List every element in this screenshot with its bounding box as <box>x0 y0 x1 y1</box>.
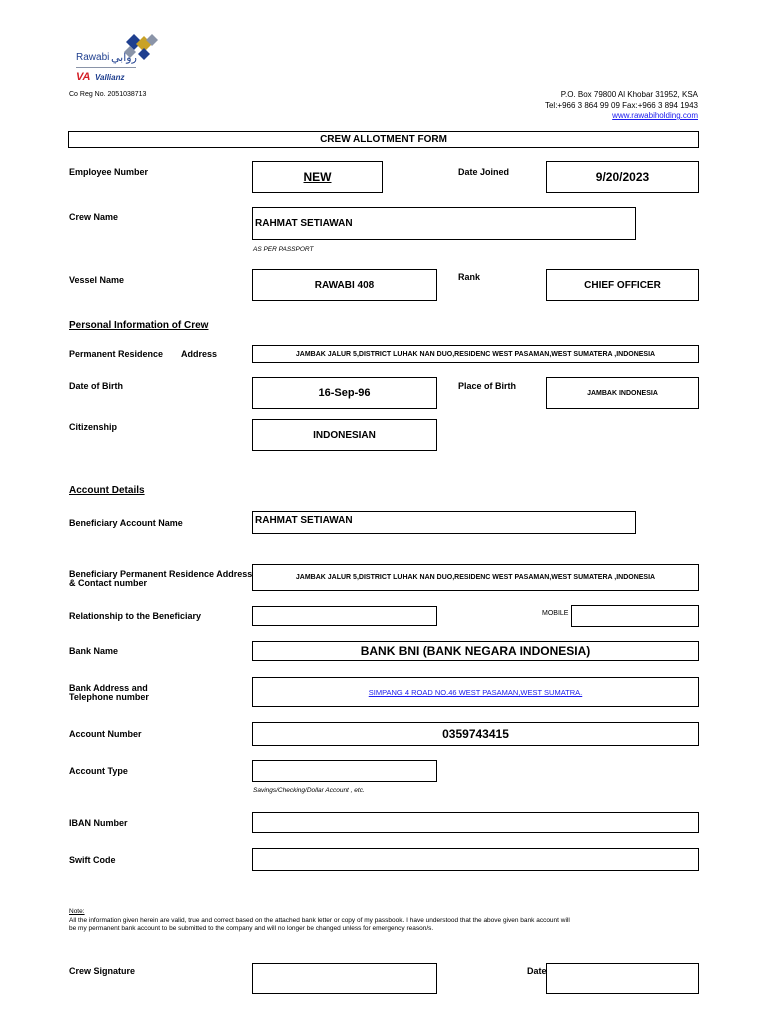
iban-label: IBAN Number <box>69 818 128 828</box>
beneficiary-name-field[interactable]: RAHMAT SETIAWAN <box>252 511 636 534</box>
note-line-1: All the information given herein are valid, true and correct based on the attached bank letter or copy of my passbook. I have understood that the above given bank account will <box>69 917 570 924</box>
vessel-name-field[interactable]: RAWABI 408 <box>252 269 437 301</box>
company-reg: Co Reg No. 2051038713 <box>69 91 147 98</box>
permanent-residence-field[interactable]: JAMBAK JALUR 5,DISTRICT LUHAK NAN DUO,RESIDENC WEST PASAMAN,WEST SUMATERA ,INDONESIA <box>252 345 699 363</box>
logo-divider <box>76 67 136 68</box>
place-of-birth-label: Place of Birth <box>458 381 517 391</box>
account-type-field[interactable] <box>252 760 437 782</box>
bank-name-label: Bank Name <box>69 646 119 656</box>
beneficiary-name-label: Beneficiary Account Name <box>69 518 183 528</box>
mobile-field[interactable] <box>571 605 699 627</box>
brand-name: Rawabi <box>76 52 110 63</box>
citizenship-field[interactable]: INDONESIAN <box>252 419 437 451</box>
employee-number-label: Employee Number <box>69 167 149 177</box>
permanent-residence-label-2: Address <box>181 349 218 359</box>
date-of-birth-label: Date of Birth <box>69 381 123 391</box>
crew-signature-field[interactable] <box>252 963 437 994</box>
vessel-name-label: Vessel Name <box>69 275 125 285</box>
company-logo <box>76 30 166 92</box>
bank-address-field[interactable] <box>252 677 699 707</box>
mobile-label: MOBILE <box>542 610 569 617</box>
date-joined-label: Date Joined <box>458 167 510 177</box>
bank-address-label: Bank Address and <box>69 683 148 693</box>
company-phone-fax: Tel:+966 3 864 99 09 Fax:+966 3 894 1943 <box>544 101 698 110</box>
relationship-field[interactable] <box>252 606 437 626</box>
permanent-residence-label: Permanent Residence <box>69 349 164 359</box>
account-details-heading: Account Details <box>69 485 145 496</box>
beneficiary-address-field[interactable]: JAMBAK JALUR 5,DISTRICT LUHAK NAN DUO,RESIDENC WEST PASAMAN,WEST SUMATERA ,INDONESIA <box>252 564 699 591</box>
brand-arabic: روابي <box>111 52 137 64</box>
beneficiary-address-label: Beneficiary Permanent Residence Address <box>69 569 253 579</box>
date-field[interactable] <box>546 963 699 994</box>
crew-name-hint: AS PER PASSPORT <box>253 246 314 253</box>
company-address: P.O. Box 79800 Al Khobar 31952, KSA <box>560 90 698 99</box>
swift-field[interactable] <box>252 848 699 871</box>
employee-number-field[interactable]: NEW <box>252 161 383 193</box>
iban-field[interactable] <box>252 812 699 833</box>
date-joined-field[interactable]: 9/20/2023 <box>546 161 699 193</box>
relationship-label: Relationship to the Beneficiary <box>69 611 202 621</box>
bank-address-link[interactable]: SIMPANG 4 ROAD NO.46 WEST PASAMAN,WEST SUMATRA. <box>368 687 583 697</box>
date-label: Date <box>527 966 547 976</box>
crew-name-label: Crew Name <box>69 212 119 222</box>
crew-signature-label: Crew Signature <box>69 966 136 976</box>
crew-name-field[interactable]: RAHMAT SETIAWAN <box>252 207 636 240</box>
vallianz-name: Vallianz <box>95 73 125 82</box>
account-number-field[interactable]: 0359743415 <box>252 722 699 746</box>
company-website[interactable] <box>612 111 698 120</box>
place-of-birth-field[interactable]: JAMBAK INDONESIA <box>546 377 699 409</box>
bank-address-label-2: Telephone number <box>69 692 149 702</box>
account-type-label: Account Type <box>69 766 128 776</box>
citizenship-label: Citizenship <box>69 422 118 432</box>
beneficiary-address-label-2: & Contact number <box>69 578 148 588</box>
vallianz-mark: VA <box>76 71 91 83</box>
note-line-2: be my permanent bank account to be submitted to the company and will no longer be changed unless for emergency reason/s. <box>69 925 434 932</box>
personal-info-heading: Personal Information of Crew <box>69 320 209 331</box>
note-heading: Note: <box>69 908 85 915</box>
bank-name-field[interactable]: BANK BNI (BANK NEGARA INDONESIA) <box>252 641 699 661</box>
swift-label: Swift Code <box>69 855 116 865</box>
rank-field[interactable]: CHIEF OFFICER <box>546 269 699 301</box>
rank-label: Rank <box>458 272 481 282</box>
date-of-birth-field[interactable]: 16-Sep-96 <box>252 377 437 409</box>
website-link[interactable]: www.rawabiholding.com <box>612 111 698 120</box>
form-title: CREW ALLOTMENT FORM <box>68 131 699 148</box>
account-type-hint: Savings/Checking/Dollar Account , etc. <box>253 787 365 794</box>
account-number-label: Account Number <box>69 729 142 739</box>
